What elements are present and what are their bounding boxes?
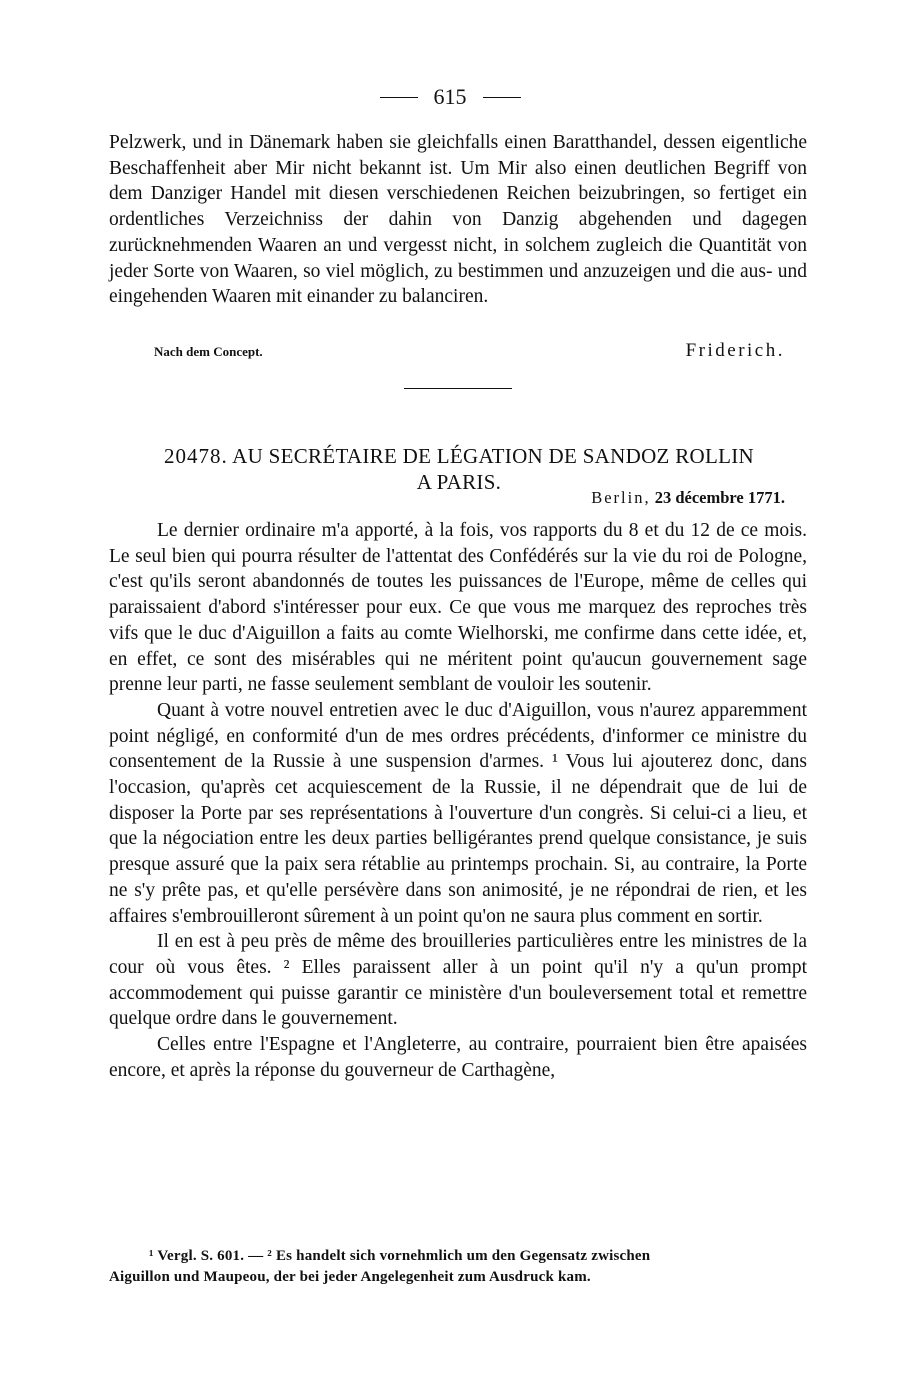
letter-title-line1: AU SECRÉTAIRE DE LÉGATION DE SANDOZ ROLLIN [232,444,755,468]
letter2-body [109,518,807,1083]
letter1-body [109,130,807,310]
page-header [0,84,900,110]
page-number: 615 [433,84,467,109]
footnote-line-1: ¹ Vergl. S. 601. — ² Es handelt sich vornehmlich um den Gegensatz zwischen [149,1248,651,1264]
section-divider [404,388,512,389]
footnotes [109,1246,807,1288]
signature: Friderich. [685,340,785,361]
date: 23 décembre 1771. [654,488,785,507]
letter2-paragraph-1: Le dernier ordinaire m'a apporté, à la fois, vos rapports du 8 et du 12 de ce mois. Le seul bien qui pourra résulter de l'attentat des Confédérés sur la vie du roi de Pologne, c'est qu'ils seront abandonnés de toutes les puissances de l'Europe, même de celles qui paraissaient d'abord s'intéresser pour eux. Ce que vous me marquez des reproches très vifs que le duc d'Aiguillon a faits au comte Wielhorski, me confirme dans cette idée, et, en effet, ce sont des misérables qui ne méritent point qu'aucun gouvernement sage prenne leur parti, ne fasse seulement semblant de vouloir les soutenir. [109,520,807,696]
letter2-paragraph-3: Il en est à peu près de même des brouilleries particulières entre les ministres de la cour où vous êtes. ² Elles paraissent aller à un point qu'il n'y a qu'un prompt accommodement qui puisse garantir ce ministère d'un bouleversement total et remettre quelque ordre dans le gouvernement. [109,931,807,1030]
dateline [109,488,785,508]
letter2-paragraph-4: Celles entre l'Espagne et l'Angleterre, au contraire, pourraient bien être apaisées encore, et après la réponse du gouverneur de Carthagène, [109,1034,807,1081]
date-place: Berlin, [591,488,651,507]
source-note: Nach dem Concept. [154,344,263,359]
letter1-signature-row [109,340,785,362]
letter-number: 20478. [163,444,228,468]
header-right-dash [483,97,521,98]
letter1-paragraph: Pelzwerk, und in Dänemark haben sie gleichfalls einen Baratthandel, dessen eigentliche Beschaffenheit aber Mir nicht bekannt ist. Um Mir also einen deutlichen Begriff von dem Danziger Handel mit diesen verschiedenen Reichen beizubringen, so fertiget ein ordentliches Verzeichniss der dahin von Danzig abgehenden und dagegen zurücknehmenden Waaren an und vergesst nicht, in solchem zugleich die Quantität von jeder Sorte von Waaren, so viel möglich, zu bestimmen und anzuzeigen und die aus- und eingehenden Waaren mit einander zu balanciren. [109,132,807,308]
letter2-paragraph-2: Quant à votre nouvel entretien avec le duc d'Aiguillon, vous n'aurez apparemment point négligé, en conformité d'un de mes ordres précédents, d'informer ce ministre du consentement de la Russie à une suspension d'armes. ¹ Vous lui ajouterez donc, dans l'occasion, qu'après cet acquiescement de la Russie, il ne dépendrait que de lui de disposer la Porte par ses représentations à l'ouverture d'un congrès. Si celui-ci a lieu, et que la négociation entre les deux parties belligérantes prend quelque consistance, je suis presque assuré que la paix sera rétablie au printemps prochain. Si, au contraire, la Porte ne s'y prête pas, et qu'elle persévère dans son animosité, je ne répondrai de rien, et les affaires s'embrouilleront sûrement à un point qu'on ne saura plus comment en sortir. [109,699,807,927]
header-left-dash [380,97,418,98]
letter-title-line2: A PARIS. [416,470,502,494]
footnote-line-2: Aiguillon und Maupeou, der bei jeder Angelegenheit zum Ausdruck kam. [109,1269,591,1285]
